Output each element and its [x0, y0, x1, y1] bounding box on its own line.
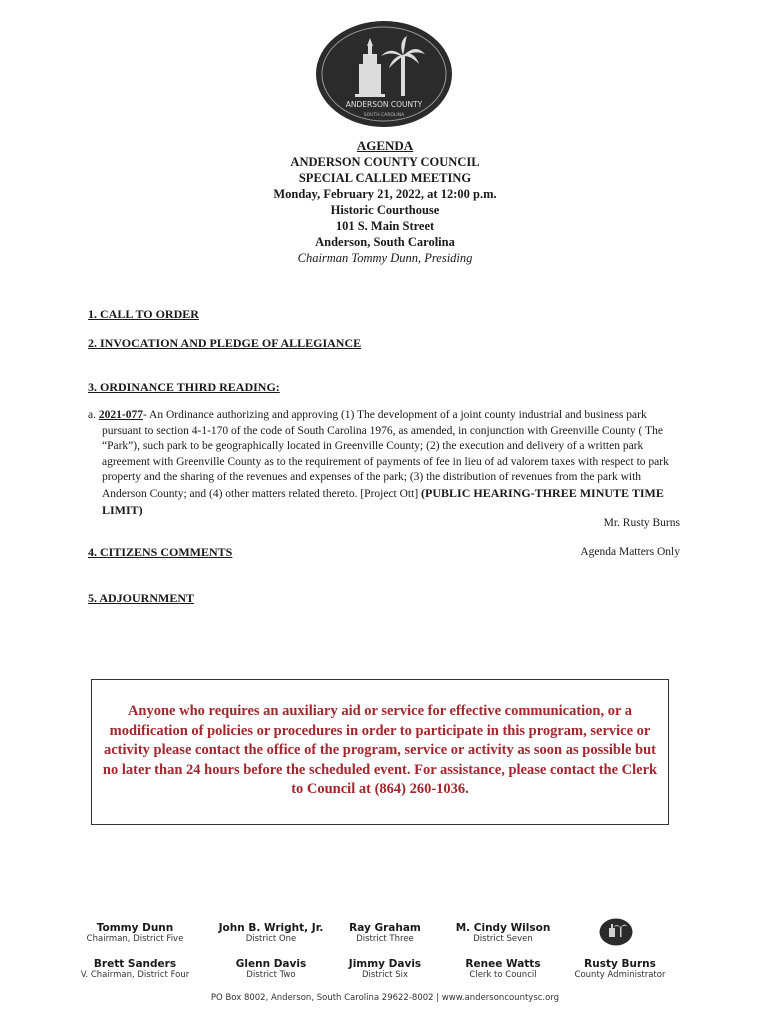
seal-subtext: SOUTH CAROLINA: [363, 113, 405, 118]
header-line-street: 101 S. Main Street: [335, 219, 435, 233]
seal-text: ANDERSON COUNTY: [345, 100, 423, 109]
citizens-comments-note: Agenda Matters Only: [580, 546, 680, 558]
section-ordinance-third-reading: 3. ORDINANCE THIRD READING:: [88, 380, 280, 394]
footer-seal-icon: [599, 918, 633, 946]
official-role: District Seven: [473, 934, 533, 944]
header-line-date: Monday, February 21, 2022, at 12:00 p.m.: [273, 187, 497, 201]
item-a-presenter: Mr. Rusty Burns: [603, 517, 680, 529]
official-role: District Two: [246, 970, 296, 980]
agenda-title: AGENDA: [356, 138, 414, 153]
public-hearing-note: (PUBLIC HEARING-THREE MINUTE TIME LIMIT): [102, 485, 664, 517]
official-name: Tommy Dunn: [96, 922, 174, 934]
official-role: V. Chairman, District Four: [80, 970, 190, 980]
agenda-header: [0, 138, 770, 266]
official-role: District One: [245, 934, 297, 944]
official-rusty-burns: [565, 958, 675, 980]
section-adjournment: 5. ADJOURNMENT: [88, 591, 195, 605]
official-cindy-wilson: [448, 922, 558, 944]
ordinance-number: 2021-077: [98, 409, 143, 421]
county-seal: [315, 20, 453, 128]
official-tommy-dunn: [80, 922, 190, 944]
official-glenn-davis: [216, 958, 326, 980]
header-line-meeting-type: SPECIAL CALLED MEETING: [298, 171, 472, 185]
header-line-council: ANDERSON COUNTY COUNCIL: [290, 155, 480, 169]
official-name: Glenn Davis: [235, 958, 307, 970]
accessibility-notice-text: Anyone who requires an auxiliary aid or service for effective communication, or a modification of policies or procedures in order to participate in this program, service or activity please contact the office of the program, service or activity as soon as possible but no later than 24 hours before the scheduled event. For assistance, please contact the Clerk to Council at (864) 260-1036.: [102, 703, 658, 797]
official-role: Clerk to Council: [469, 970, 537, 980]
ordinance-description: - An Ordinance authorizing and approving (1) The development of a joint county industrial and business park pursuant to section 4-1-170 of the code of South Carolina 1976, as amended, in conjunction with Greenville County ( The “Park”), such park to be geographically located in Greenville County; (2) the execution and delivery of a written park agreement with Greenville County as to the requirement of payments of fee in lieu of ad valorem taxes with respect to park property and the sharing of the revenues and expenses of the park; (3) the distribution of revenues from the park with Anderson County; and (4) other matters related thereto. [Project Ott]: [102, 409, 669, 500]
official-name: Brett Sanders: [93, 958, 177, 970]
official-name: M. Cindy Wilson: [455, 922, 551, 934]
official-role: District Six: [361, 970, 409, 980]
section-invocation: 2. INVOCATION AND PLEDGE OF ALLEGIANCE: [88, 336, 362, 350]
official-name: John B. Wright, Jr.: [218, 922, 324, 934]
agenda-item-a: [88, 408, 682, 519]
official-ray-graham: [330, 922, 440, 944]
official-brett-sanders: [72, 958, 198, 980]
section-citizens-comments: 4. CITIZENS COMMENTS: [88, 545, 233, 559]
official-john-wright: [216, 922, 326, 944]
header-line-venue: Historic Courthouse: [330, 203, 440, 217]
header-presiding: Chairman Tommy Dunn, Presiding: [297, 251, 473, 265]
footer-address: PO Box 8002, Anderson, South Carolina 29622-8002 | www.andersoncountysc.org: [210, 993, 560, 1003]
item-prefix: a.: [88, 409, 99, 421]
official-name: Rusty Burns: [584, 958, 656, 970]
official-role: Chairman, District Five: [86, 934, 184, 944]
official-renee-watts: [448, 958, 558, 980]
official-jimmy-davis: [330, 958, 440, 980]
section-call-to-order: 1. CALL TO ORDER: [88, 307, 199, 321]
official-role: County Administrator: [574, 970, 666, 980]
official-role: District Three: [356, 934, 414, 944]
official-name: Ray Graham: [349, 922, 421, 934]
official-name: Renee Watts: [465, 958, 541, 970]
official-name: Jimmy Davis: [348, 958, 422, 970]
header-line-city: Anderson, South Carolina: [315, 235, 455, 249]
